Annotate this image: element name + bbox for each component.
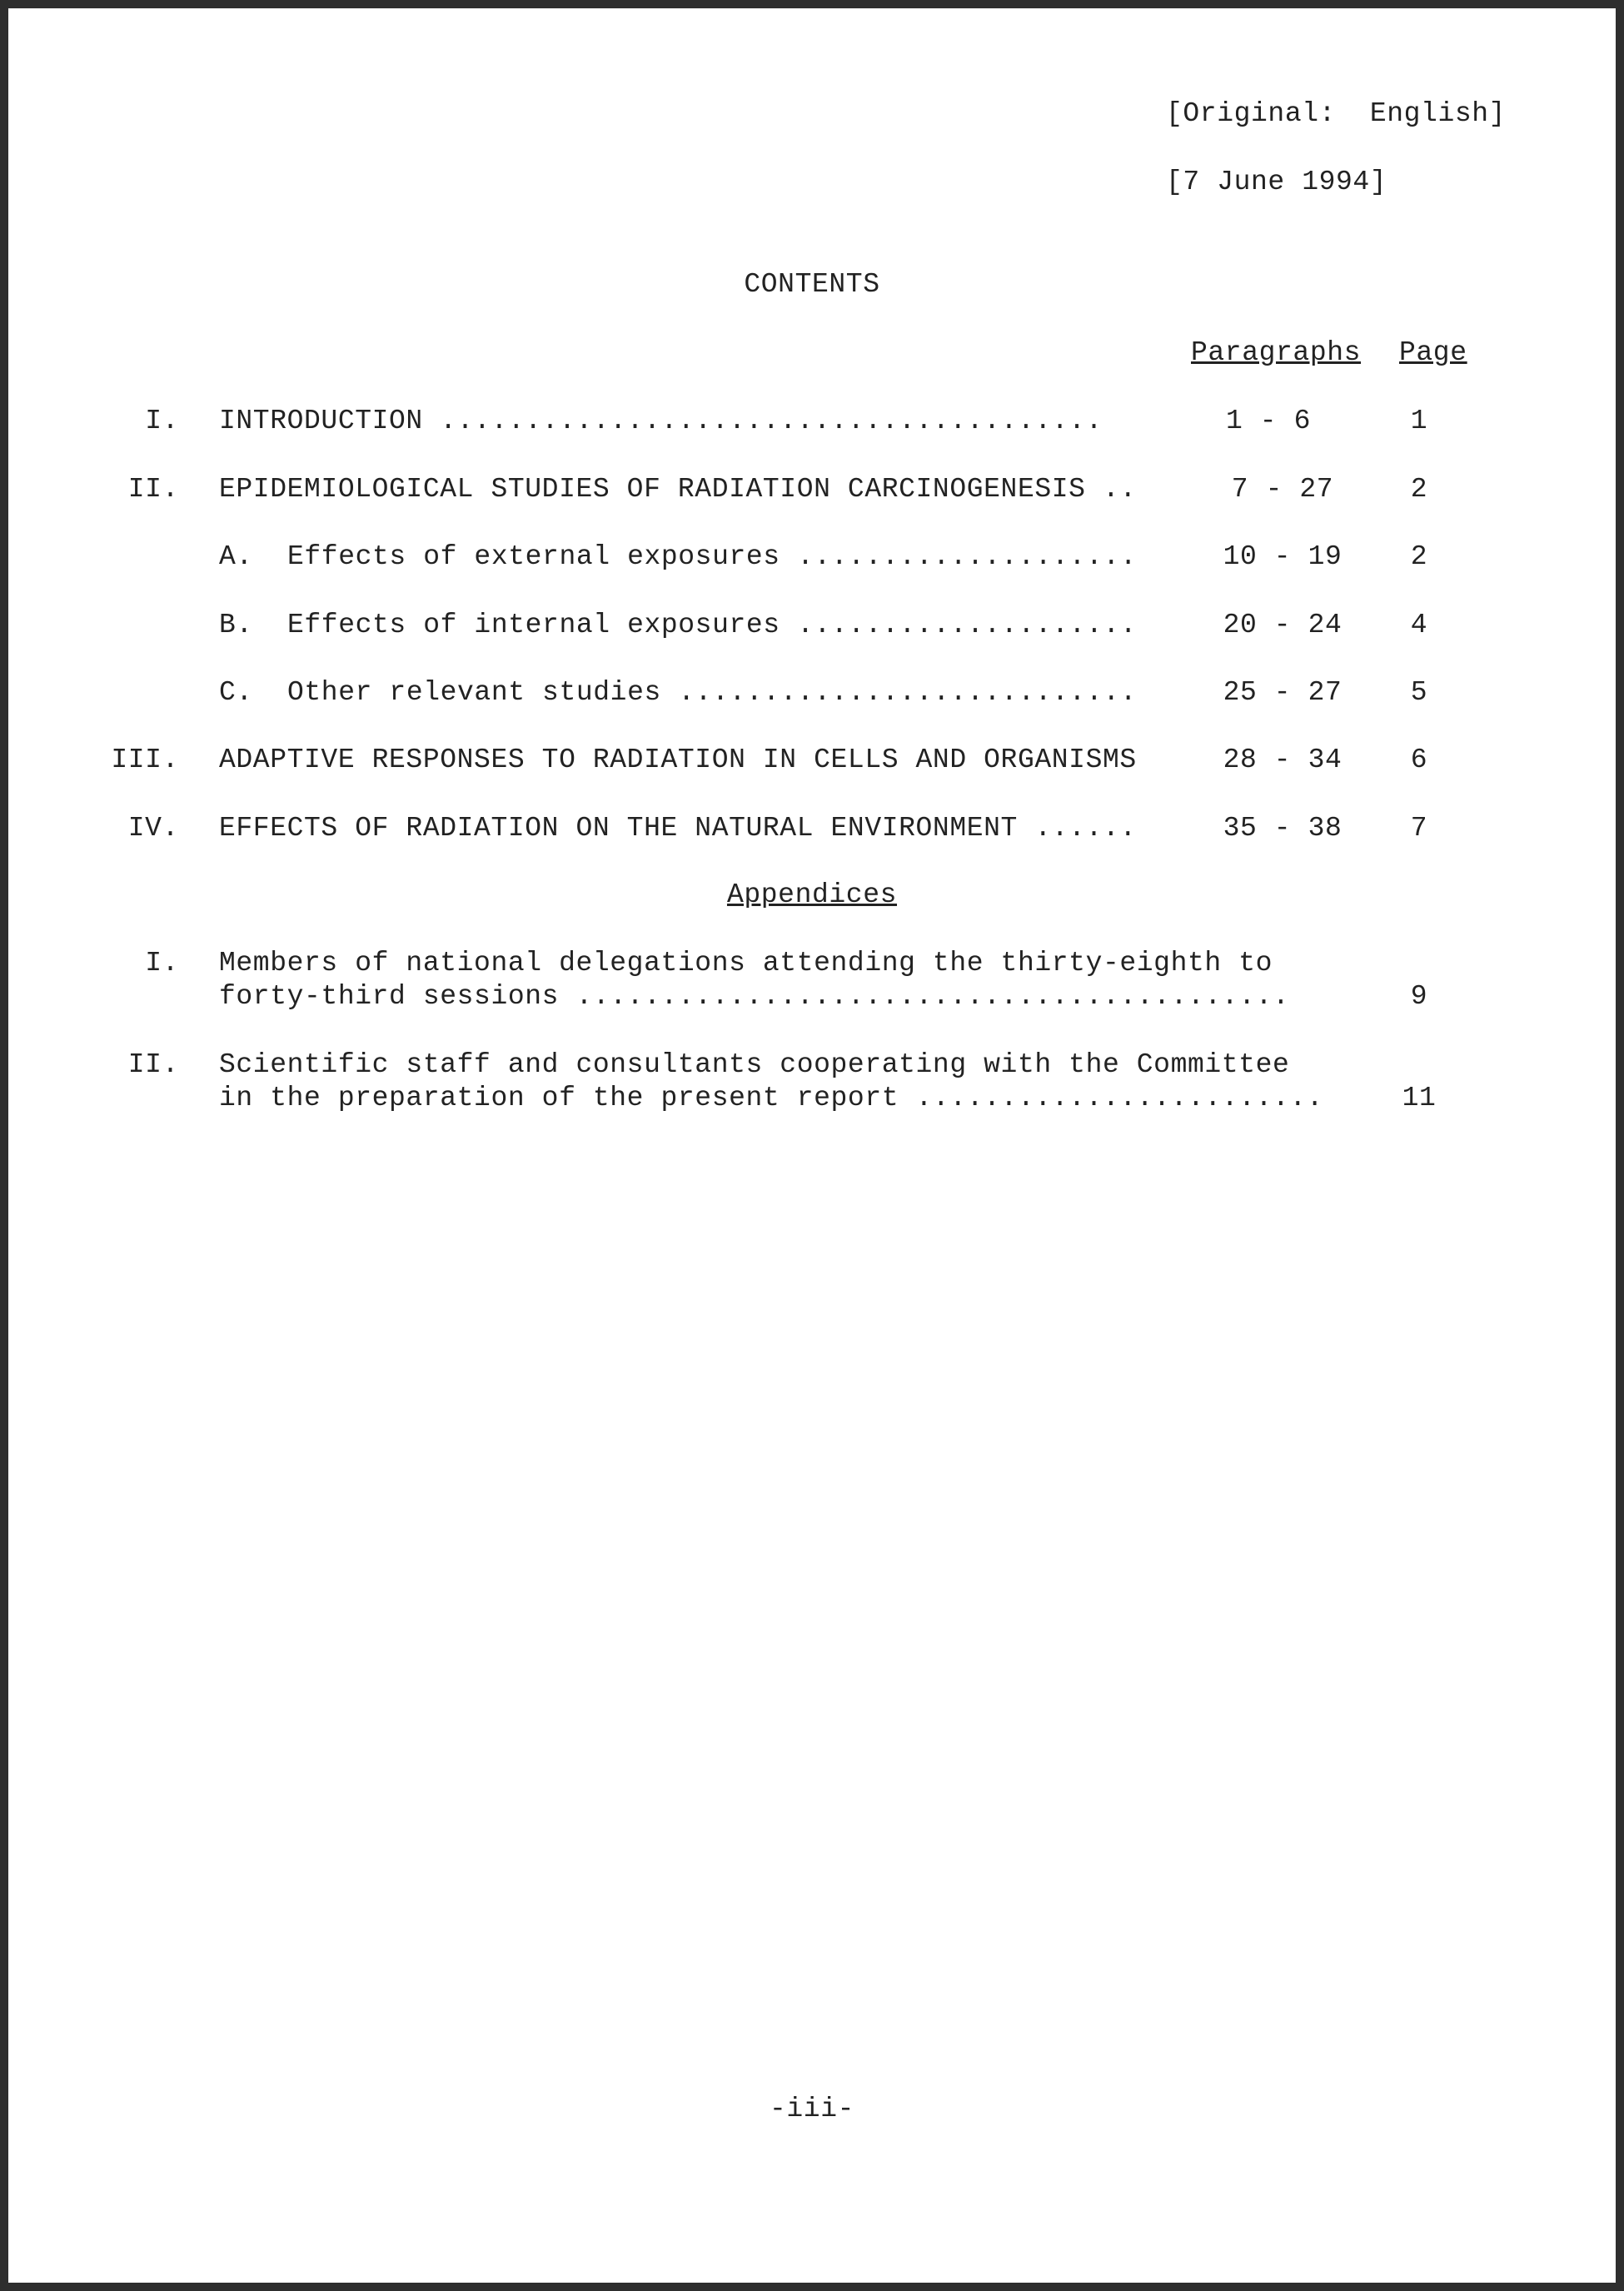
- toc-subentry-page: 4: [1410, 610, 1428, 640]
- toc-entry-paragraphs: 35 - 38: [1223, 813, 1343, 844]
- toc-entry-title: INTRODUCTION .......................................: [219, 406, 1103, 436]
- toc-entry-number: IV.: [127, 813, 179, 844]
- toc-subentry-page: 2: [1410, 541, 1428, 572]
- toc-subentry-page: 5: [1410, 677, 1428, 708]
- toc-subentry-letter: A.: [219, 541, 253, 572]
- toc-entry-paragraphs: 7 - 27: [1231, 474, 1334, 505]
- toc-entry-page: 1: [1410, 406, 1428, 436]
- appendix-title-line1: Scientific staff and consultants cooperating with the Committee: [219, 1049, 1290, 1080]
- toc-subentry-letter: B.: [219, 610, 253, 640]
- toc-entry-title: EFFECTS OF RADIATION ON THE NATURAL ENVIRONMENT ......: [219, 813, 1137, 844]
- toc-entry-title: EPIDEMIOLOGICAL STUDIES OF RADIATION CARCINOGENESIS ..: [219, 474, 1137, 505]
- appendix-page: 11: [1402, 1083, 1437, 1113]
- toc-subentry-paragraphs: 25 - 27: [1223, 677, 1343, 708]
- toc-entry-number: III.: [111, 745, 179, 775]
- page-number: -iii-: [769, 2094, 855, 2124]
- toc-subentry-title: Other relevant studies ...........................: [287, 677, 1138, 708]
- appendix-page: 9: [1410, 981, 1428, 1012]
- toc-entry-paragraphs: 28 - 34: [1223, 745, 1343, 775]
- toc-subentry-paragraphs: 10 - 19: [1223, 541, 1343, 572]
- contents-title: CONTENTS: [744, 269, 880, 300]
- toc-entry-number: II.: [127, 474, 179, 505]
- toc-entry-page: 6: [1410, 745, 1428, 775]
- appendix-number: I.: [145, 948, 179, 979]
- toc-subentry-letter: C.: [219, 677, 253, 708]
- toc-subentry-title: Effects of internal exposures ....................: [287, 610, 1138, 640]
- appendix-title-line2: in the preparation of the present report ........................: [219, 1083, 1324, 1113]
- page-column-header: Page: [1399, 337, 1467, 368]
- toc-entry-number: I.: [145, 406, 179, 436]
- toc-subentry-title: Effects of external exposures ....................: [287, 541, 1138, 572]
- appendix-title-line1: Members of national delegations attending the thirty-eighth to: [219, 948, 1273, 979]
- appendix-title-line2: forty-third sessions ..........................................: [219, 981, 1290, 1012]
- toc-entry-page: 7: [1410, 813, 1428, 844]
- paragraphs-column-header: Paragraphs: [1191, 337, 1362, 368]
- document-date: [7 June 1994]: [1166, 167, 1387, 197]
- toc-subentry-paragraphs: 20 - 24: [1223, 610, 1343, 640]
- toc-entry-paragraphs: 1 - 6: [1225, 406, 1312, 436]
- original-language-note: [Original: English]: [1166, 98, 1507, 129]
- appendices-heading: Appendices: [726, 879, 898, 910]
- toc-entry-page: 2: [1410, 474, 1428, 505]
- toc-entry-title: ADAPTIVE RESPONSES TO RADIATION IN CELLS AND ORGANISMS: [219, 745, 1137, 775]
- appendix-number: II.: [127, 1049, 179, 1080]
